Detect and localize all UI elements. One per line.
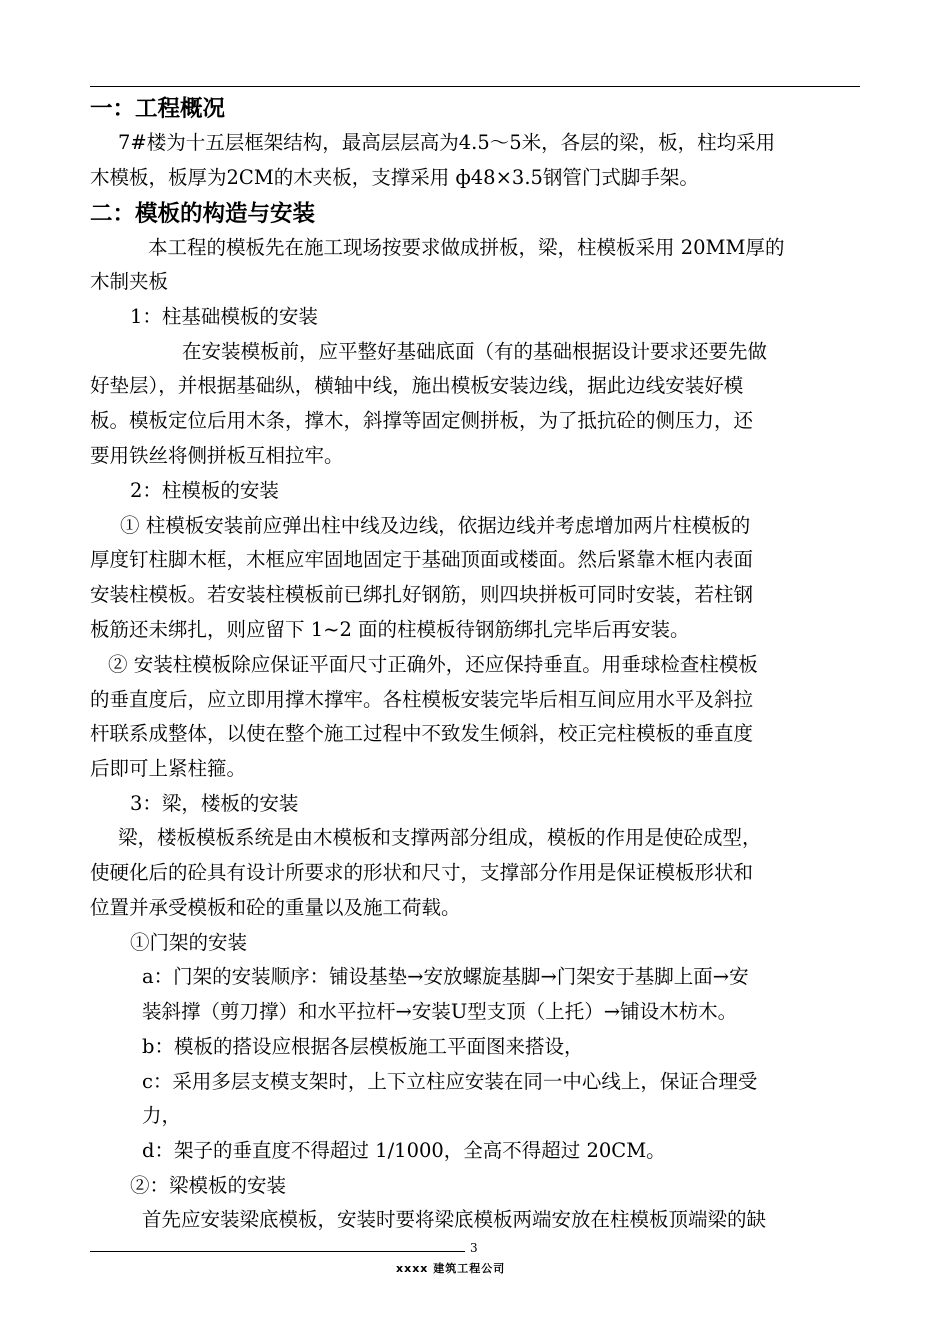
paragraph-line: 安装柱模板。若安装柱模板前已绑扎好钢筋，则四块拼板可同时安装，若柱钢 <box>90 583 754 606</box>
footer-rule <box>90 1251 465 1252</box>
paragraph-line: 使硬化后的砼具有设计所要求的形状和尺寸，支撑部分作用是保证模板形状和 <box>90 861 754 884</box>
paragraph-line: 好垫层），并根据基础纵，横轴中线，施出模板安装边线，据此边线安装好模 <box>90 374 744 397</box>
paragraph-line: 梁，楼板模板系统是由木模板和支撑两部分组成，模板的作用是使砼成型， <box>118 826 762 849</box>
page-number: 3 <box>470 1241 478 1255</box>
list-item: c：采用多层支模支架时，上下立柱应安装在同一中心线上，保证合理受 <box>142 1070 758 1093</box>
list-item: b：模板的搭设应根据各层模板施工平面图来搭设， <box>142 1035 584 1058</box>
paragraph-line: 后即可上紧柱箍。 <box>90 757 247 780</box>
paragraph-line: 在安装模板前，应平整好基础底面（有的基础根据设计要求还要先做 <box>182 340 768 363</box>
paragraph-line: 位置并承受模板和砼的重量以及施工荷载。 <box>90 896 461 919</box>
list-item: 力， <box>142 1104 182 1127</box>
paragraph-line: 的垂直度后，应立即用撑木撑牢。各柱模板安装完毕后相互间应用水平及斜拉 <box>90 688 754 711</box>
paragraph-line: 杆联系成整体，以使在整个施工过程中不致发生倾斜，校正完柱模板的垂直度 <box>90 722 754 745</box>
subheading: 2：柱模板的安装 <box>130 479 279 502</box>
header-rule <box>90 86 860 87</box>
paragraph-line: 木模板，板厚为2CM的木夹板，支撑采用 ф48×3.5钢管门式脚手架。 <box>90 166 699 189</box>
paragraph-line: 厚度钉柱脚木框，木框应牢固地固定于基础顶面或楼面。然后紧靠木框内表面 <box>90 548 754 571</box>
subheading: 1：柱基础模板的安装 <box>130 305 318 328</box>
subheading: 3：梁，楼板的安装 <box>130 792 299 815</box>
footer-company: xxxx 建筑工程公司 <box>396 1262 506 1275</box>
paragraph-line: 本工程的模板先在施工现场按要求做成拼板，梁，柱模板采用 20MM厚的 <box>148 236 785 259</box>
section-heading-1: 一：工程概况 <box>90 96 226 122</box>
paragraph-line: 板。模板定位后用木条，撑木，斜撑等固定侧拼板，为了抵抗砼的侧压力，还 <box>90 409 754 432</box>
paragraph-line: 首先应安装梁底模板，安装时要将梁底模板两端安放在柱模板顶端梁的缺 <box>142 1208 767 1231</box>
list-item: d：架子的垂直度不得超过 1/1000，全高不得超过 20CM。 <box>142 1139 666 1162</box>
paragraph-line: ② 安装柱模板除应保证平面尺寸正确外，还应保持垂直。用垂球检查柱模板 <box>108 653 758 676</box>
section-heading-2: 二：模板的构造与安装 <box>90 201 316 227</box>
subheading: ②：梁模板的安装 <box>130 1174 287 1197</box>
paragraph-line: 7#楼为十五层框架结构，最高层层高为4.5～5米，各层的梁，板，柱均采用 <box>118 131 776 154</box>
list-item: 装斜撑（剪刀撑）和水平拉杆→安装U型支顶（上托）→铺设木枋木。 <box>142 1000 738 1023</box>
paragraph-line: 要用铁丝将侧拼板互相拉牢。 <box>90 444 344 467</box>
paragraph-line: 木制夹板 <box>90 270 169 293</box>
list-item: a：门架的安装顺序：铺设基垫→安放螺旋基脚→门架安于基脚上面→安 <box>142 965 749 988</box>
paragraph-line: 板筋还未绑扎，则应留下 1~2 面的柱模板待钢筋绑扎完毕后再安装。 <box>90 618 690 641</box>
subheading: ①门架的安装 <box>130 931 248 954</box>
paragraph-line: ① 柱模板安装前应弹出柱中线及边线，依据边线并考虑增加两片柱模板的 <box>120 514 751 537</box>
